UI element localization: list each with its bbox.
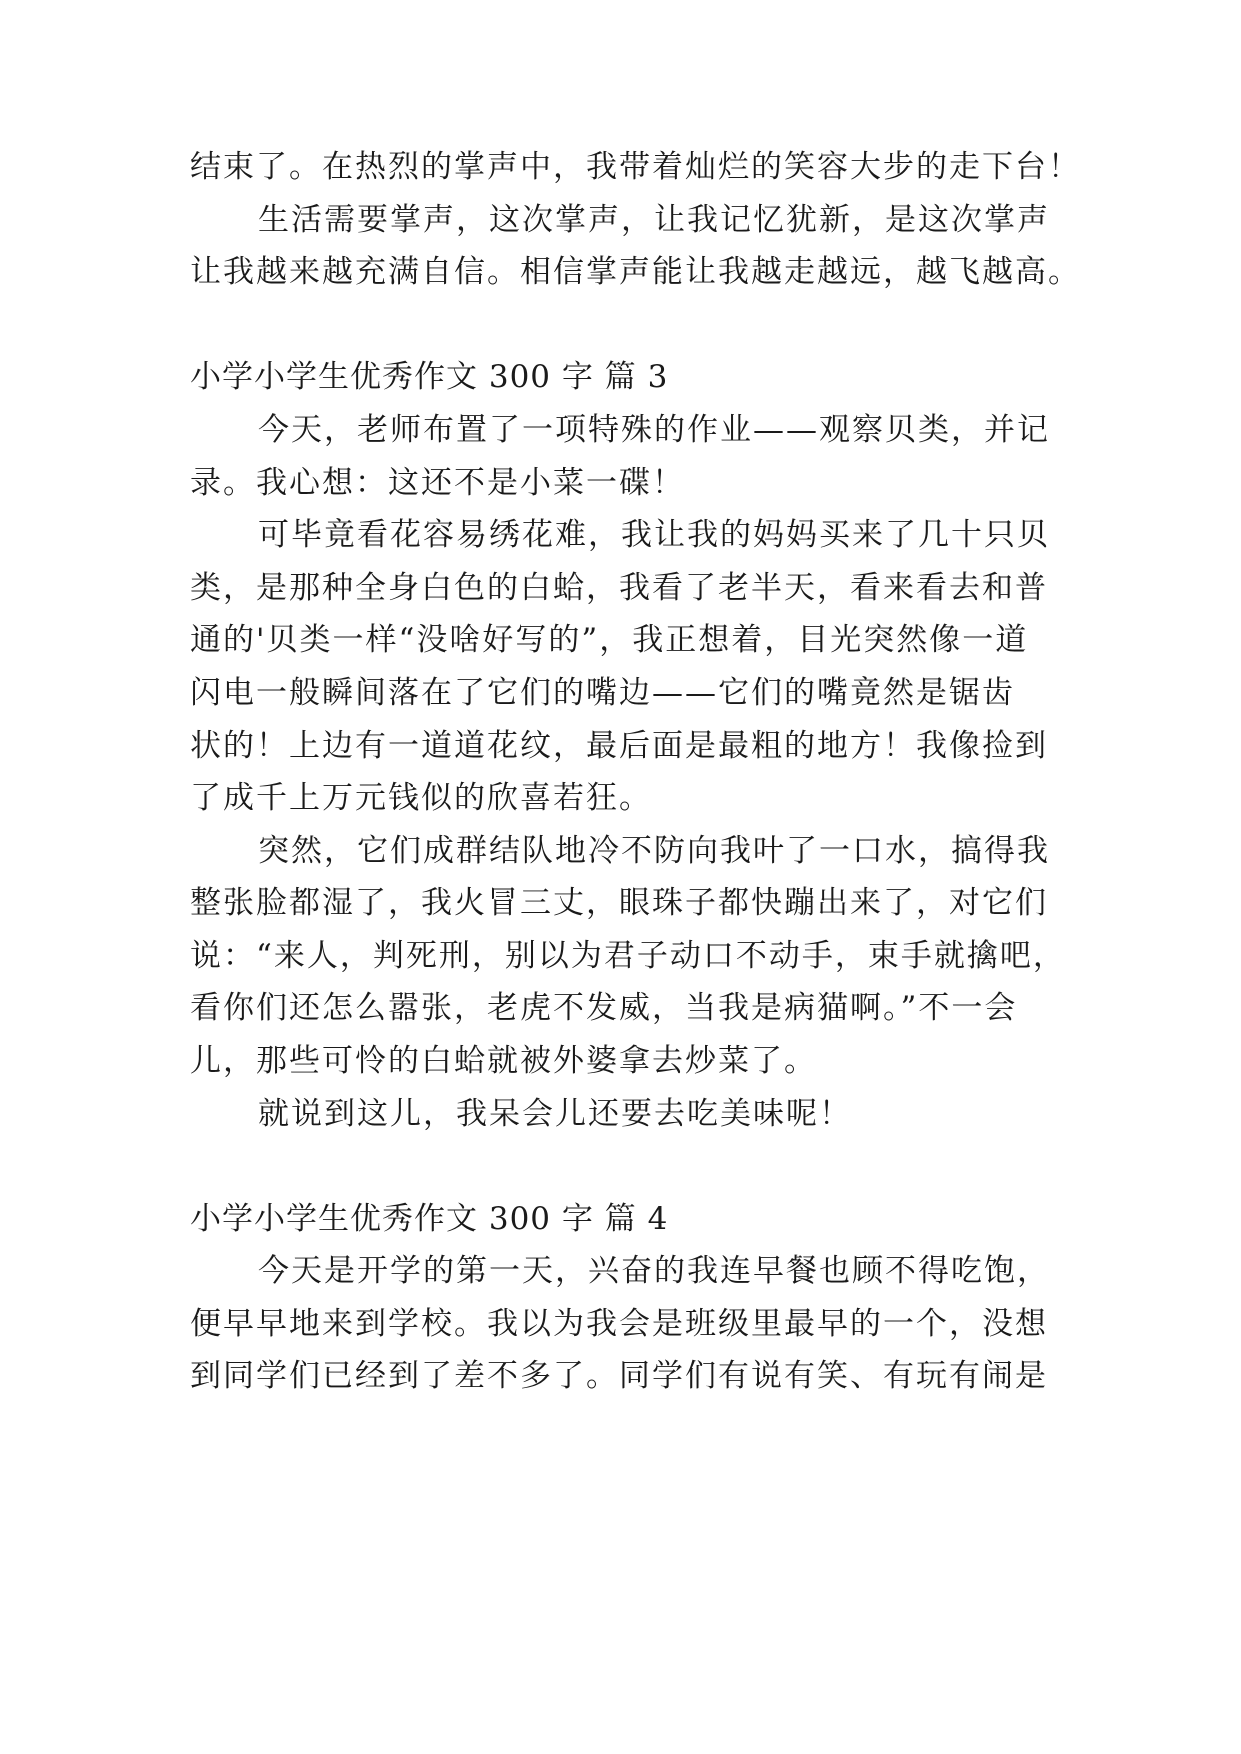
paragraph-line: 就说到这儿，我呆会儿还要去吃美味呢！ <box>258 1096 852 1132</box>
paragraph-line: 结束了。在热烈的掌声中，我带着灿烂的笑容大步的走下台！ <box>190 149 1081 185</box>
paragraph-line: 儿，那些可怜的白蛤就被外婆拿去炒菜了。 <box>190 1043 817 1079</box>
paragraph-line: 突然，它们成群结队地冷不防向我叶了一口水，搞得我 <box>258 833 1050 869</box>
paragraph-line: 闪电一般瞬间落在了它们的嘴边——它们的嘴竟然是锯齿 <box>190 675 1015 711</box>
paragraph-line: 通的'贝类一样“没啥好写的”，我正想着，目光突然像一道 <box>190 622 1029 658</box>
paragraph-line: 了成千上万元钱似的欣喜若狂。 <box>190 780 652 816</box>
paragraph-line: 可毕竟看花容易绣花难，我让我的妈妈买来了几十只贝 <box>258 517 1050 553</box>
paragraph-line: 到同学们已经到了差不多了。同学们有说有笑、有玩有闹是 <box>190 1358 1048 1394</box>
paragraph-line: 录。我心想：这还不是小菜一碟！ <box>190 465 685 501</box>
paragraph-line: 今天，老师布置了一项特殊的作业——观察贝类，并记 <box>258 412 1050 448</box>
paragraph-line: 让我越来越充满自信。相信掌声能让我越走越远，越飞越高。 <box>190 254 1081 290</box>
paragraph-line: 状的！上边有一道道花纹，最后面是最粗的地方！我像捡到 <box>190 728 1048 764</box>
section-heading: 小学小学生优秀作文 300 字 篇 3 <box>190 359 669 395</box>
paragraph-line: 看你们还怎么嚣张，老虎不发威，当我是病猫啊。”不一会 <box>190 990 1018 1026</box>
paragraph-line: 今天是开学的第一天，兴奋的我连早餐也顾不得吃饱， <box>258 1253 1050 1289</box>
paragraph-line: 说：“来人，判死刑，别以为君子动口不动手，束手就擒吧， <box>190 938 1066 974</box>
paragraph-line: 生活需要掌声，这次掌声，让我记忆犹新，是这次掌声 <box>258 202 1050 238</box>
paragraph-line: 便早早地来到学校。我以为我会是班级里最早的一个，没想 <box>190 1306 1048 1342</box>
paragraph-line: 整张脸都湿了，我火冒三丈，眼珠子都快蹦出来了，对它们 <box>190 885 1048 921</box>
paragraph-line: 类，是那种全身白色的白蛤，我看了老半天，看来看去和普 <box>190 570 1048 606</box>
section-heading: 小学小学生优秀作文 300 字 篇 4 <box>190 1201 669 1237</box>
